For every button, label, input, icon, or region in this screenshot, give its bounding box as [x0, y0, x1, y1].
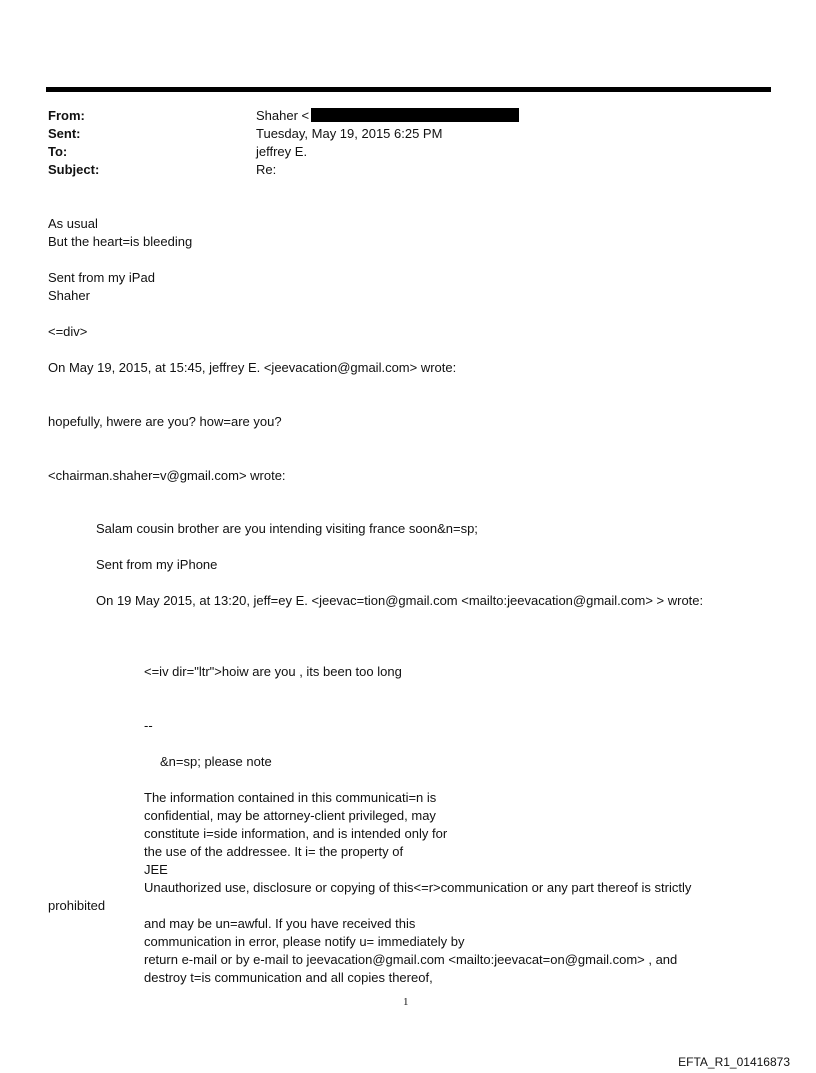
disclaimer-line: confidential, may be attorney-client privileged, may [144, 808, 436, 823]
body-line: As usual [48, 216, 98, 231]
page-number: 1 [403, 996, 409, 1008]
document-id: EFTA_R1_01416873 [678, 1055, 790, 1069]
body-line: Sent from my iPad [48, 270, 155, 285]
body-line: <=iv dir="ltr">hoiw are you , its been too long [144, 664, 402, 679]
body-line: &n=sp; please note [160, 754, 272, 769]
disclaimer-line: The information contained in this communicati=n is [144, 790, 437, 805]
body-line: Salam cousin brother are you intending visiting france soon&n=sp; [96, 521, 478, 536]
disclaimer-line: JEE [144, 862, 168, 877]
body-line: Sent from my iPhone [96, 557, 218, 572]
disclaimer-line: prohibited [48, 898, 106, 913]
body-line: But the heart=is bleeding [48, 234, 193, 249]
sent-value: Tuesday, May 19, 2015 6:25 PM [256, 126, 443, 141]
disclaimer-line: Unauthorized use, disclosure or copying of this<=r>communication or any part thereof is strictly [144, 880, 692, 895]
body-line: <=div> [48, 324, 88, 339]
to-label: To: [48, 144, 68, 159]
body-line: Shaher [48, 288, 90, 303]
disclaimer-line: destroy t=is communication and all copies thereof, [144, 970, 433, 985]
disclaimer-line: and may be un=awful. If you have received this [144, 916, 416, 931]
from-label: From: [48, 108, 85, 123]
from-value [256, 108, 519, 123]
sent-label: Sent: [48, 126, 81, 141]
to-value: jeffrey E. [256, 144, 308, 159]
redaction-box [311, 108, 519, 122]
disclaimer-line: constitute i=side information, and is intended only for [144, 826, 448, 841]
disclaimer-line: return e-mail or by e-mail to jeevacation@gmail.com <mailto:jeevacat=on@gmail.com> , and [144, 952, 678, 967]
body-line: On May 19, 2015, at 15:45, jeffrey E. <jeevacation@gmail.com> wrote: [48, 360, 457, 375]
body-line: <chairman.shaher=v@gmail.com> wrote: [48, 468, 286, 483]
body-line: On 19 May 2015, at 13:20, jeff=ey E. <jeevac=tion@gmail.com <mailto:jeevacation@gmail.com> > wrote: [96, 593, 704, 608]
subject-value: Re: [256, 162, 277, 177]
body-line: -- [144, 718, 153, 733]
from-sender: Shaher < [256, 108, 310, 123]
header-rule [46, 87, 771, 92]
subject-label: Subject: [48, 162, 100, 177]
body-line: hopefully, hwere are you? how=are you? [48, 414, 282, 429]
disclaimer-line: communication in error, please notify u= immediately by [144, 934, 465, 949]
disclaimer-line: the use of the addressee. It i= the property of [144, 844, 404, 859]
